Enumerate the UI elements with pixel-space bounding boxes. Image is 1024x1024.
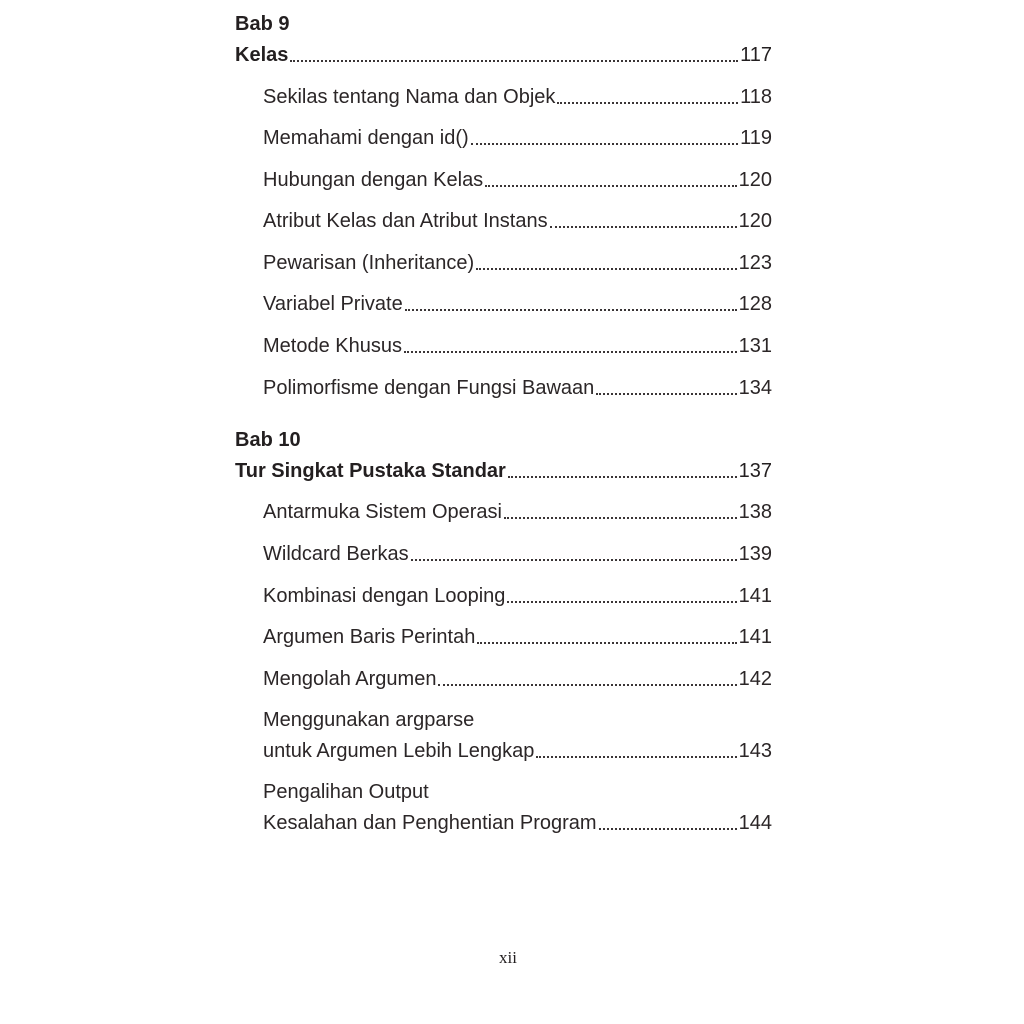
- page-number: 128: [738, 293, 772, 315]
- dot-leader: [290, 60, 738, 62]
- page-number: 141: [738, 585, 772, 607]
- page-number: 119: [740, 127, 772, 149]
- section-title-line1: Menggunakan argparse: [263, 709, 475, 731]
- section-entry: [263, 376, 772, 400]
- section-entry: [263, 811, 772, 835]
- section-title: Memahami dengan id(): [263, 127, 469, 149]
- section-title: Kombinasi dengan Looping: [263, 585, 506, 607]
- dot-leader: [405, 309, 737, 311]
- section-entry: [263, 584, 772, 608]
- section-entry: [263, 667, 772, 691]
- section-title: Kesalahan dan Penghentian Program: [263, 812, 597, 834]
- section-title: Argumen Baris Perintah: [263, 626, 476, 648]
- section-entry: [263, 334, 772, 358]
- section-entry: [263, 168, 772, 192]
- page-number: 120: [738, 210, 772, 232]
- chapter-title: Kelas: [235, 44, 289, 66]
- section-title: Atribut Kelas dan Atribut Instans: [263, 210, 548, 232]
- page-number: 137: [738, 460, 772, 482]
- section-title: untuk Argumen Lebih Lengkap: [263, 740, 535, 762]
- section-title: Wildcard Berkas: [263, 543, 409, 565]
- chapter-entry: [235, 43, 772, 67]
- section-title: Polimorfisme dengan Fungsi Bawaan: [263, 377, 595, 399]
- dot-leader: [504, 517, 737, 519]
- dot-leader: [550, 226, 737, 228]
- page-number: 143: [738, 740, 772, 762]
- section-entry: [263, 126, 772, 150]
- dot-leader: [508, 476, 737, 478]
- section-entry: [263, 292, 772, 316]
- page-number: 142: [738, 668, 772, 690]
- page-number: 120: [738, 169, 772, 191]
- dot-leader: [507, 601, 736, 603]
- section-entry: [263, 251, 772, 275]
- page-number: 134: [738, 377, 772, 399]
- dot-leader: [476, 268, 736, 270]
- chapter-entry: [235, 459, 772, 483]
- dot-leader: [596, 393, 736, 395]
- section-entry: [263, 500, 772, 524]
- page-number: 118: [740, 86, 772, 108]
- section-title: Sekilas tentang Nama dan Objek: [263, 86, 556, 108]
- section-entry: [263, 542, 772, 566]
- page-number: 117: [740, 44, 772, 66]
- dot-leader: [404, 351, 737, 353]
- section-title: Pewarisan (Inheritance): [263, 252, 475, 274]
- section-title: Antarmuka Sistem Operasi: [263, 501, 502, 523]
- chapter-label: Bab 10: [235, 429, 301, 451]
- section-entry: [263, 739, 772, 763]
- section-title: Metode Khusus: [263, 335, 402, 357]
- page-number: 138: [738, 501, 772, 523]
- dot-leader: [438, 684, 736, 686]
- dot-leader: [471, 143, 738, 145]
- page-folio: xii: [499, 948, 517, 967]
- dot-leader: [477, 642, 736, 644]
- page-number: 123: [738, 252, 772, 274]
- section-entry: [263, 85, 772, 109]
- dot-leader: [557, 102, 738, 104]
- section-title: Hubungan dengan Kelas: [263, 169, 484, 191]
- section-entry: [263, 209, 772, 233]
- dot-leader: [411, 559, 737, 561]
- section-title: Variabel Private: [263, 293, 403, 315]
- page-number: 139: [738, 543, 772, 565]
- dot-leader: [536, 756, 736, 758]
- section-title: Mengolah Argumen: [263, 668, 437, 690]
- section-title-line1: Pengalihan Output: [263, 781, 429, 803]
- page-number: 141: [738, 626, 772, 648]
- dot-leader: [485, 185, 736, 187]
- chapter-label: Bab 9: [235, 13, 290, 35]
- chapter-title: Tur Singkat Pustaka Standar: [235, 460, 506, 482]
- section-entry: [263, 625, 772, 649]
- page-number: 131: [738, 335, 772, 357]
- dot-leader: [599, 828, 737, 830]
- page-number: 144: [738, 812, 772, 834]
